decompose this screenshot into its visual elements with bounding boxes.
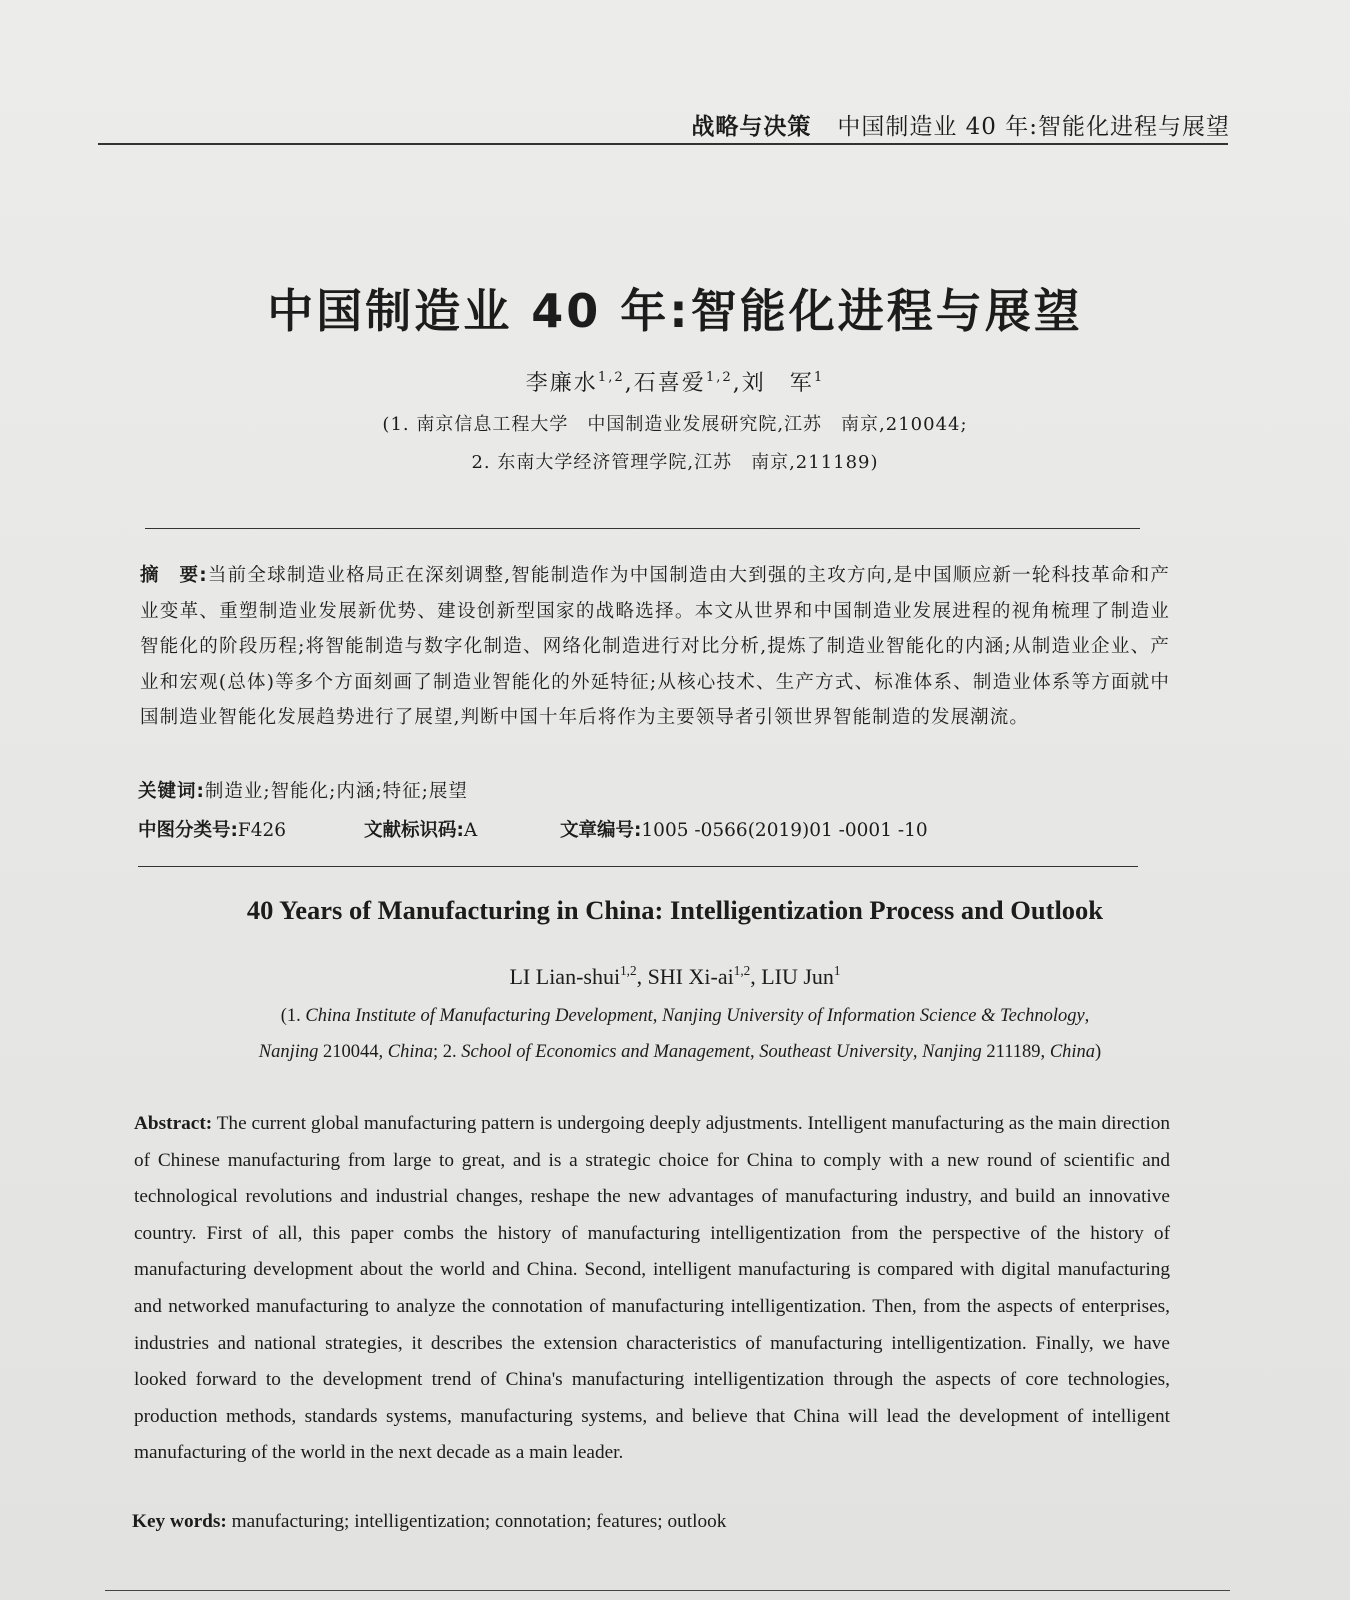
- en-aff-close: ): [1095, 1042, 1102, 1062]
- clc-label: 中图分类号:: [138, 820, 238, 841]
- en-aff-zip: 211189,: [981, 1042, 1050, 1062]
- cn-author: 石喜爱: [633, 371, 706, 396]
- en-aff-city: Nanjing: [922, 1042, 982, 1062]
- en-affiliation-2: [0, 1042, 1350, 1063]
- en-author: LIU Jun: [761, 964, 834, 989]
- en-abstract-text: The current global manufacturing pattern is undergoing deeply adjustments. Intelligent manufacturing as the main direction of Chinese manufacturing from large to great, and is a strategic choice for China to comply with a new round of scientific and technological revolutions and industrial changes, reshape the new advantages of manufacturing industry, and build an innovative country. First of all, this paper combs the history of manufacturing intelligentization from the perspective of the history of manufacturing development about the world and China. Second, intelligent manufacturing is compared with digital manufacturing and networked manufacturing to analyze the connotation of manufacturing intelligentization. Then, from the aspects of enterprises, industries and national strategies, it describes the extension characteristics of manufacturing intelligentization. Finally, we have looked forward to the development trend of China's manufacturing intelligentization through the aspects of core technologies, production methods, standards systems, manufacturing systems, and believe that China will lead the development of intelligent manufacturing of the world in the next decade as a main leader.: [134, 1113, 1170, 1464]
- doc-code-label: 文献标识码:: [364, 820, 464, 841]
- cn-abstract-text: 当前全球制造业格局正在深刻调整,智能制造作为中国制造由大到强的主攻方向,是中国顺应新一轮科技革命和产业变革、重塑制造业发展新优势、建设创新型国家的战略选择。本文从世界和中国制造业发展进程的视角梳理了制造业智能化的阶段历程;将智能制造与数字化制造、网络化制造进行对比分析,提炼了制造业智能化的内涵;从制造业企业、产业和宏观(总体)等多个方面刻画了制造业智能化的外延特征;从核心技术、生产方式、标准体系、制造业体系等方面就中国制造业智能化发展趋势进行了展望,判断中国十年后将作为主要领导者引领世界智能制造的发展潮流。: [140, 565, 1170, 728]
- en-author-sup: 1: [833, 962, 841, 978]
- en-abstract-label: Abstract:: [134, 1113, 213, 1134]
- en-keywords-label: Key words:: [132, 1511, 227, 1532]
- en-aff-country: China: [1049, 1042, 1096, 1062]
- en-aff-institute: China Institute of Manufacturing Development: [305, 1006, 653, 1026]
- cn-author-sep: ,: [732, 371, 742, 396]
- abstract-rule-bottom: [138, 866, 1138, 867]
- en-keywords-text: manufacturing; intelligentization; connotation; features; outlook: [231, 1511, 727, 1532]
- en-aff-zip: 210044,: [318, 1042, 388, 1062]
- cn-keywords: [138, 777, 468, 803]
- cn-author-sup: 1: [813, 369, 825, 385]
- clc-value: F426: [237, 820, 287, 841]
- en-aff-school: School of Economics and Management: [461, 1042, 751, 1062]
- cn-affiliation-1: (1. 南京信息工程大学 中国制造业发展研究院,江苏 南京,210044;: [382, 414, 968, 435]
- en-author-sup: 1,2: [733, 962, 751, 978]
- running-head-section: 战略与决策: [691, 114, 812, 140]
- en-aff-university: Nanjing University of Information Science & Technology: [661, 1006, 1085, 1026]
- cn-author: 刘 军: [741, 371, 814, 396]
- footer-rule: [105, 1590, 1230, 1591]
- en-aff-sep: ,: [750, 1042, 760, 1062]
- en-aff-sep: ,: [652, 1006, 662, 1026]
- article-no-label: 文章编号:: [560, 820, 642, 841]
- en-aff-city: Nanjing: [258, 1042, 319, 1062]
- running-head-title: 中国制造业 40 年:智能化进程与展望: [837, 114, 1230, 140]
- cn-abstract-label: 摘 要:: [140, 565, 208, 586]
- cn-title: 中国制造业 40 年:智能化进程与展望: [267, 284, 1083, 338]
- en-aff-sep: ,: [912, 1042, 923, 1062]
- en-affiliation-1: [0, 1006, 1350, 1027]
- doc-code-value: A: [463, 820, 478, 841]
- en-aff-sep: ,: [1084, 1006, 1090, 1026]
- en-author-sep: ,: [750, 964, 762, 989]
- en-authors: [0, 964, 1350, 990]
- abstract-rule-top: [145, 528, 1140, 529]
- cn-author-sep: ,: [624, 371, 634, 396]
- cn-classification: [138, 816, 1178, 842]
- en-aff-university: Southeast University: [759, 1042, 913, 1062]
- en-author-sup: 1,2: [620, 962, 637, 978]
- article-no-value: 1005 -0566(2019)01 -0001 -10: [641, 820, 928, 841]
- en-author-sep: ,: [636, 964, 648, 989]
- en-aff-sep: ; 2.: [433, 1042, 462, 1062]
- cn-affiliation-2: 2. 东南大学经济管理学院,江苏 南京,211189): [471, 452, 879, 473]
- cn-authors: [0, 366, 1350, 397]
- cn-abstract: [140, 558, 1170, 736]
- cn-keywords-label: 关键词:: [138, 781, 205, 802]
- en-author: LI Lian-shui: [509, 964, 621, 989]
- cn-author-sup: 1,2: [597, 369, 625, 385]
- en-aff-country: China: [387, 1042, 434, 1062]
- en-keywords: [132, 1511, 726, 1533]
- en-author: SHI Xi-ai: [647, 964, 734, 989]
- en-aff-open: (1.: [280, 1006, 301, 1026]
- en-title: 40 Years of Manufacturing in China: Intelligentization Process and Outlook: [246, 895, 1104, 925]
- running-head: [691, 108, 1230, 141]
- en-abstract: [134, 1106, 1170, 1472]
- header-rule: [98, 143, 1228, 145]
- cn-author-sup: 1,2: [705, 369, 733, 385]
- cn-keywords-text: 制造业;智能化;内涵;特征;展望: [204, 781, 468, 802]
- cn-author: 李廉水: [525, 371, 598, 396]
